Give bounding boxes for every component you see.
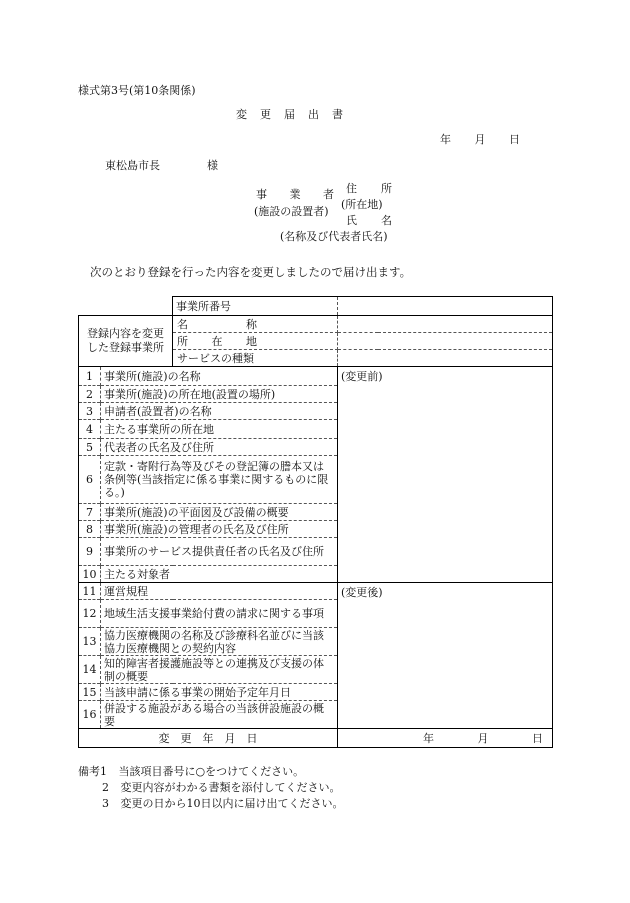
change-item-text: 主たる対象者 [101, 566, 338, 583]
registered-name-char: 称 [246, 317, 257, 331]
change-item-number[interactable]: 1 [79, 367, 101, 386]
registered-address-char: 所 [177, 334, 188, 348]
note-1-text: 当該項目番号に○をつけてください。 [118, 765, 305, 778]
change-item-number[interactable]: 6 [79, 456, 101, 504]
change-item-text: 併設する施設がある場合の当該併設施設の概要 [101, 701, 338, 729]
registered-name-char: 名 [177, 317, 188, 331]
note-2-no: 2 [102, 781, 109, 794]
change-item-text: 知的障害者援護施設等との連携及び支援の体制の概要 [101, 656, 338, 684]
address-label-char: 住 [346, 182, 357, 195]
change-item-number[interactable]: 7 [79, 504, 101, 521]
change-item-number[interactable]: 14 [79, 656, 101, 684]
change-item-number[interactable]: 2 [79, 386, 101, 403]
after-change-area[interactable]: (変更後) [338, 583, 553, 729]
name-label-chars [346, 212, 392, 228]
change-item-row [79, 367, 553, 386]
change-form-table [78, 296, 553, 748]
change-date-row [79, 729, 553, 748]
registered-office-label [79, 316, 173, 367]
applicant-label-char: 事 [256, 188, 267, 201]
note-2 [78, 780, 344, 796]
change-item-text: 事業所(施設)の所在地(設置の場所) [101, 386, 338, 403]
change-item-text: 当該申請に係る事業の開始予定年月日 [101, 684, 338, 701]
change-item-number[interactable]: 16 [79, 701, 101, 729]
address-label-chars [346, 180, 392, 196]
change-date-label: 変 更 年 月 日 [79, 729, 338, 748]
intro-text: 次のとおり登録を行った内容を変更しましたので届け出ます。 [90, 265, 412, 279]
change-item-text: 運営規程 [101, 583, 338, 600]
date-year-label: 年 [440, 133, 451, 146]
registered-office-label-text: 登録内容を変更した登録事業所 [87, 327, 164, 354]
change-item-number[interactable]: 4 [79, 420, 101, 439]
change-item-number[interactable]: 8 [79, 521, 101, 538]
addressee-honorific: 様 [207, 159, 218, 172]
change-item-text: 定款・寄附行為等及びその登記簿の謄本又は条例等(当該指定に係る事業に関するものに限る。) [101, 456, 338, 504]
address-sub-label: (所在地) [341, 198, 383, 211]
applicant-label-char: 者 [323, 188, 334, 201]
change-year-label: 年 [423, 731, 434, 745]
addressee: 東松島市長 [105, 159, 160, 172]
date-day-label: 日 [509, 133, 520, 146]
date-month-label: 月 [474, 133, 486, 146]
change-item-text: 申請者(設置者)の名称 [101, 403, 338, 420]
registered-name-field[interactable] [338, 316, 553, 333]
office-number-field[interactable] [338, 297, 553, 316]
change-item-text: 協力医療機関の名称及び診療科名並びに当該協力医療機関との契約内容 [101, 628, 338, 656]
address-label [346, 180, 392, 196]
change-date-field[interactable] [338, 729, 553, 748]
change-items [79, 367, 553, 729]
office-number-label: 事業所番号 [173, 297, 338, 316]
name-label [346, 212, 392, 228]
name-label-char: 名 [381, 214, 392, 227]
change-item-number[interactable]: 13 [79, 628, 101, 656]
applicant-label-chars [256, 186, 334, 202]
note-3-no: 3 [102, 797, 109, 810]
note-2-text: 変更内容がわかる書類を添付してください。 [120, 781, 341, 794]
note-1 [78, 764, 344, 780]
change-month-label: 月 [477, 731, 489, 745]
registered-address-char: 在 [211, 334, 223, 348]
registered-address-field[interactable] [338, 333, 553, 350]
change-item-text: 地域生活支援事業給付費の請求に関する事項 [101, 600, 338, 628]
registered-name-label [173, 316, 338, 333]
applicant-label-char: 業 [289, 188, 301, 201]
name-sub-label: (名称及び代表者氏名) [280, 230, 388, 243]
page-title: 変 更 届 出 書 [236, 108, 344, 121]
form-label: 様式第3号(第10条関係) [78, 84, 196, 97]
change-item-number[interactable]: 11 [79, 583, 101, 600]
change-item-text: 事業所のサービス提供責任者の氏名及び住所 [101, 538, 338, 566]
notes [78, 764, 344, 812]
change-item-text: 事業所(施設)の平面図及び設備の概要 [101, 504, 338, 521]
applicant-label-sub: (施設の設置者) [254, 205, 329, 218]
applicant-label-text [256, 186, 334, 202]
change-item-number[interactable]: 9 [79, 538, 101, 566]
before-change-area[interactable]: (変更前) [338, 367, 553, 583]
change-item-number[interactable]: 3 [79, 403, 101, 420]
registered-service-field[interactable] [338, 350, 553, 367]
name-label-char: 氏 [346, 214, 357, 227]
office-number-row [79, 297, 553, 316]
change-item-text: 代表者の氏名及び住所 [101, 439, 338, 456]
registered-service-label: サービスの種類 [173, 350, 338, 367]
note-3 [78, 796, 344, 812]
registered-name-chars [177, 318, 257, 331]
change-item-text: 主たる事業所の所在地 [101, 420, 338, 439]
change-item-number[interactable]: 12 [79, 600, 101, 628]
blank-cell [79, 297, 173, 316]
change-item-number[interactable]: 10 [79, 566, 101, 583]
registered-address-label [173, 333, 338, 350]
change-item-text: 事業所(施設)の名称 [101, 367, 338, 386]
change-item-number[interactable]: 5 [79, 439, 101, 456]
note-1-no: 1 [100, 765, 107, 778]
change-item-number[interactable]: 15 [79, 684, 101, 701]
registered-address-chars [177, 335, 257, 348]
note-3-text: 変更の日から10日以内に届け出てください。 [120, 797, 344, 810]
change-date-parts [423, 732, 543, 745]
date-line [440, 131, 520, 147]
registered-name-row [79, 316, 553, 333]
change-item-row [79, 583, 553, 600]
address-label-char: 所 [381, 182, 392, 195]
change-item-text: 事業所(施設)の管理者の氏名及び住所 [101, 521, 338, 538]
notes-label: 備考 [78, 765, 100, 778]
change-day-label: 日 [532, 731, 543, 745]
registered-address-char: 地 [246, 334, 257, 348]
